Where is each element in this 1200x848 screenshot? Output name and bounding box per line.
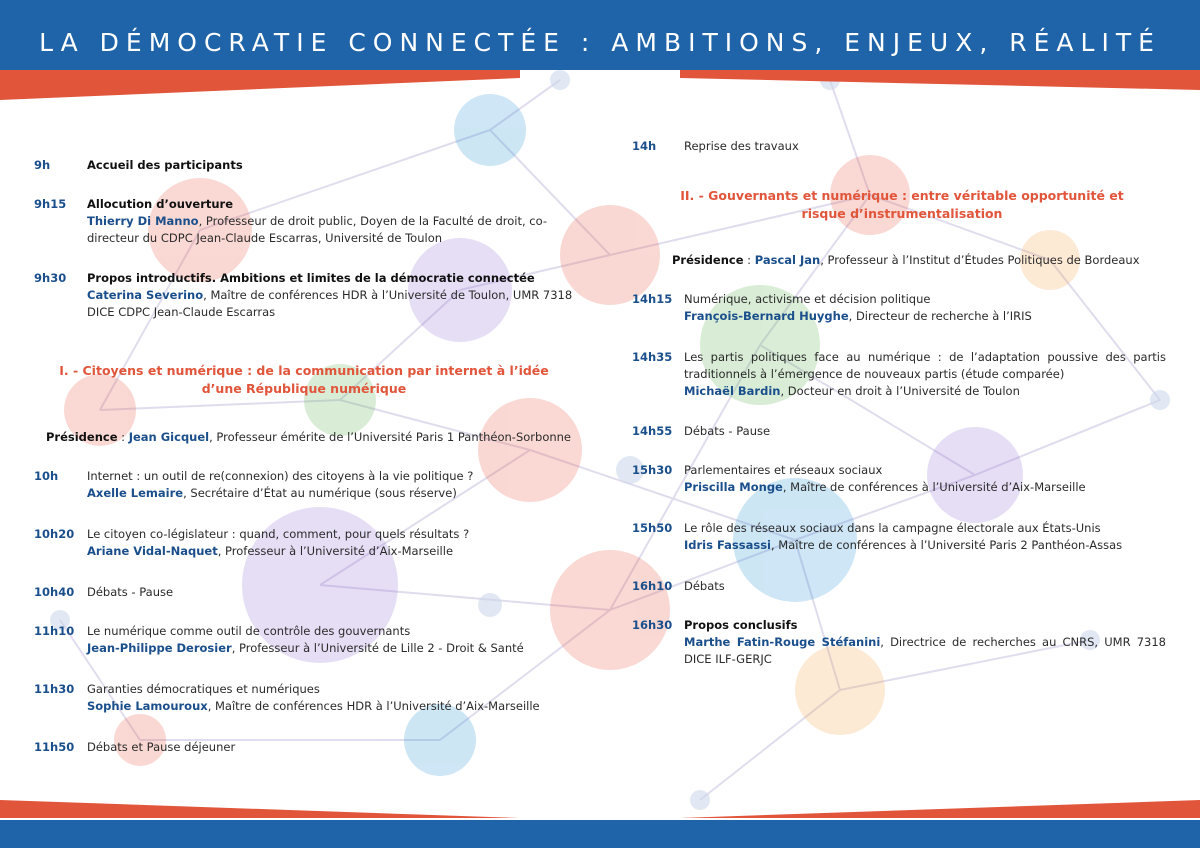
- presidence-role: , Professeur émérite de l’Université Paris 1 Panthéon-Sorbonne: [209, 430, 572, 444]
- time-label: 14h35: [632, 350, 673, 364]
- right-column: [632, 0, 1172, 848]
- time-label: 15h30: [632, 463, 673, 477]
- section-heading: I. - Citoyens et numérique : de la communication par internet à l’idée d’une République numérique: [59, 363, 549, 396]
- session-title: Parlementaires et réseaux sociaux: [684, 463, 883, 477]
- time-label: 9h: [34, 158, 51, 172]
- speaker-name: Idris Fassassi: [684, 538, 771, 552]
- session-title: Allocution d’ouverture: [87, 197, 234, 211]
- presidence-line: [46, 429, 586, 446]
- presidence-role: , Professeur à l’Institut d’Études Politiques de Bordeaux: [820, 253, 1140, 267]
- time-label: 11h30: [34, 682, 75, 696]
- speaker-role: , Secrétaire d’État au numérique (sous réserve): [183, 486, 457, 500]
- time-label: 10h: [34, 469, 59, 483]
- presidence-sep: :: [743, 253, 755, 267]
- speaker-role: , Maître de conférences HDR à l’Université de Toulon, UMR 7318 DICE CDPC Jean-Claude Escarras: [87, 288, 573, 319]
- speaker-name: Sophie Lamouroux: [87, 699, 208, 713]
- presidence-name: Jean Gicquel: [128, 430, 210, 444]
- session-title: Propos introductifs. Ambitions et limites de la démocratie connectée: [87, 271, 535, 285]
- session-title: Débats - Pause: [684, 424, 771, 438]
- speaker-name: Axelle Lemaire: [87, 486, 184, 500]
- time-label: 11h50: [34, 740, 75, 754]
- session-title: Débats et Pause déjeuner: [87, 740, 236, 754]
- session-title: Débats - Pause: [87, 585, 174, 599]
- presidence-name: Pascal Jan: [754, 253, 821, 267]
- session-title: Le rôle des réseaux sociaux dans la campagne électorale aux États-Unis: [684, 521, 1101, 535]
- speaker-name: Caterina Severino: [87, 288, 204, 302]
- time-label: 10h40: [34, 585, 75, 599]
- session-title: Accueil des participants: [87, 158, 243, 172]
- speaker-role: , Maître de conférences HDR à l’Université d’Aix-Marseille: [207, 699, 540, 713]
- session-title: Le citoyen co-législateur : quand, comment, pour quels résultats ?: [87, 527, 470, 541]
- time-label: 14h55: [632, 424, 673, 438]
- page-title: LA DÉMOCRATIE CONNECTÉE : AMBITIONS, ENJEUX, RÉALITÉ: [39, 28, 1161, 57]
- session-title: Reprise des travaux: [684, 139, 799, 153]
- time-label: 11h10: [34, 624, 75, 638]
- time-label: 14h: [632, 139, 657, 153]
- speaker-role: , Professeur à l’Université d’Aix-Marseille: [217, 544, 454, 558]
- presidence-label: Présidence: [672, 253, 744, 267]
- presidence-line: [672, 252, 1172, 269]
- speaker-role: , Professeur de droit public, Doyen de la Faculté de droit, co-directeur du CDPC Jean-Claude Escarras, Université de Toulon: [87, 214, 547, 245]
- time-label: 16h10: [632, 579, 673, 593]
- speaker-role: , Maître de conférences à l’Université Paris 2 Panthéon-Assas: [771, 538, 1123, 552]
- session-title: Le numérique comme outil de contrôle des gouvernants: [87, 624, 411, 638]
- session-title: Débats: [684, 579, 725, 593]
- time-label: 10h20: [34, 527, 75, 541]
- speaker-name: Thierry Di Manno: [87, 214, 199, 228]
- speaker-role: , Professeur à l’Université de Lille 2 - Droit & Santé: [231, 641, 524, 655]
- session-title: Propos conclusifs: [684, 618, 798, 632]
- speaker-name: Jean-Philippe Derosier: [87, 641, 232, 655]
- speaker-name: François-Bernard Huyghe: [684, 309, 849, 323]
- speaker-role: , Directeur de recherche à l’IRIS: [848, 309, 1032, 323]
- time-label: 16h30: [632, 618, 673, 632]
- speaker-name: Priscilla Monge: [684, 480, 783, 494]
- time-label: 15h50: [632, 521, 673, 535]
- speaker-name: Michaël Bardin: [684, 384, 781, 398]
- time-label: 9h30: [34, 271, 67, 285]
- session-title: Numérique, activisme et décision politique: [684, 292, 931, 306]
- presidence-sep: :: [117, 430, 129, 444]
- speaker-name: Marthe Fatin-Rouge Stéfanini: [684, 635, 881, 649]
- time-label: 14h15: [632, 292, 673, 306]
- speaker-role: , Maître de conférences à l’Université d’Aix-Marseille: [782, 480, 1086, 494]
- speaker-role: , Directrice de recherches au CNRS, UMR 7318 DICE ILF-GERJC: [684, 635, 1166, 666]
- session-title: Internet : un outil de re(connexion) des citoyens à la vie politique ?: [87, 469, 474, 483]
- time-label: 9h15: [34, 197, 67, 211]
- session-title: Garanties démocratiques et numériques: [87, 682, 320, 696]
- section-heading: II. - Gouvernants et numérique : entre véritable opportunité et risque d’instrumentalisation: [680, 188, 1124, 221]
- presidence-label: Présidence: [46, 430, 118, 444]
- speaker-name: Ariane Vidal-Naquet: [87, 544, 218, 558]
- session-title: Les partis politiques face au numérique : de l’adaptation poussive des partis traditionnels à l’émergence de nouveaux partis (étude comparée): [684, 350, 1166, 381]
- speaker-role: , Docteur en droit à l’Université de Toulon: [780, 384, 1020, 398]
- left-column: [34, 0, 573, 848]
